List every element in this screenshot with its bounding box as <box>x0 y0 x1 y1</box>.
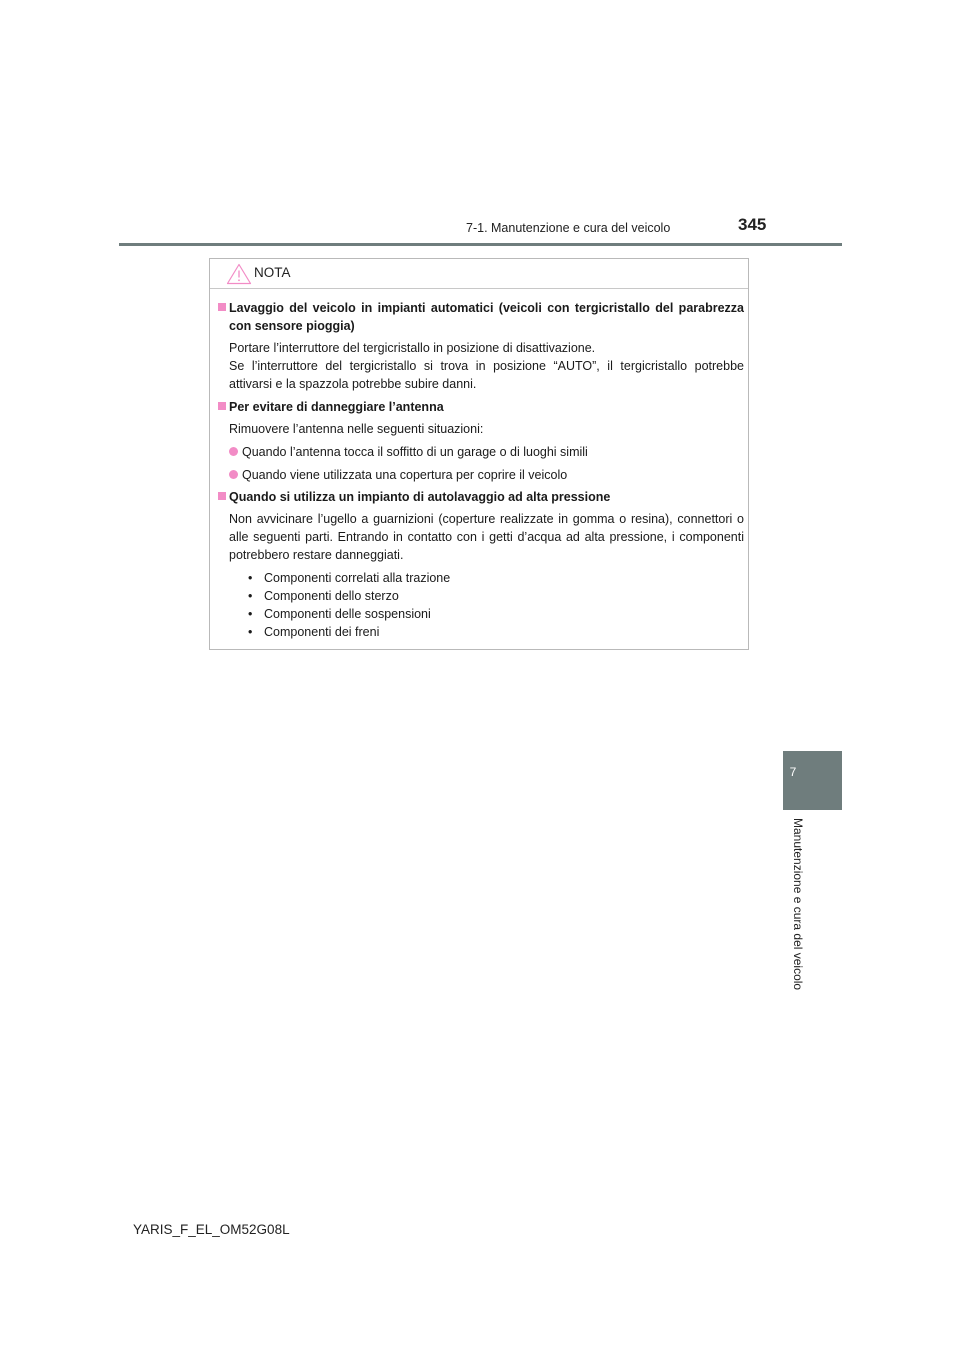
paragraph: Portare l’interruttore del tergicristallo in posizione di disattivazione. <box>229 341 596 355</box>
square-bullet-icon <box>218 303 226 311</box>
note-box <box>209 258 749 650</box>
section-title-text: Quando si utilizza un impianto di autolavaggio ad alta pressione <box>229 490 611 504</box>
note-title: NOTA <box>254 265 291 280</box>
note-header <box>210 259 748 289</box>
circle-bullet-icon <box>229 470 238 479</box>
square-bullet-icon <box>218 492 226 500</box>
header-rule <box>119 243 842 246</box>
chapter-caption-text: Manutenzione e cura del veicolo <box>791 818 805 991</box>
sub-list-item: • Componenti delle sospensioni <box>248 605 744 623</box>
section-title-text: Lavaggio del veicolo in impianti automatici (veicoli con tergicristallo del parabrezza con sensore pioggia) <box>229 301 744 333</box>
paragraph: Non avvicinare l’ugello a guarnizioni (coperture realizzate in gomma o resina), connettori o alle seguenti parti. Entrando in contatto con i getti d’acqua ad alta pressione, i componenti potrebbero restare danneggiati. <box>229 512 744 562</box>
section-title <box>218 398 744 416</box>
page-number: 345 <box>738 215 767 234</box>
chapter-number: 7 <box>789 765 797 779</box>
list-item <box>218 466 744 484</box>
list-item-text: Quando viene utilizzata una copertura per coprire il veicolo <box>242 468 568 482</box>
sub-list-item: • Componenti correlati alla trazione <box>248 569 744 587</box>
section-header: 7-1. Manutenzione e cura del veicolo <box>466 221 671 235</box>
chapter-caption <box>791 818 805 1008</box>
sub-list <box>218 569 744 641</box>
paragraph: Se l’interruttore del tergicristallo si trova in posizione “AUTO”, il tergicristallo potrebbe attivarsi e la spazzola potrebbe subire danni. <box>229 359 744 391</box>
sub-list-item: • Componenti dello sterzo <box>248 587 744 605</box>
sub-list-item: • Componenti dei freni <box>248 623 744 641</box>
paragraph: Rimuovere l’antenna nelle seguenti situazioni: <box>229 422 484 436</box>
section-title <box>218 299 744 335</box>
list-item <box>218 443 744 461</box>
list-item-text: Quando l’antenna tocca il soffitto di un garage o di luoghi simili <box>242 445 588 459</box>
warning-triangle-icon <box>226 263 252 285</box>
section-title-text: Per evitare di danneggiare l’antenna <box>229 400 444 414</box>
section-title <box>218 488 744 506</box>
note-body <box>218 299 744 641</box>
chapter-tab <box>783 751 842 810</box>
footer-code: YARIS_F_EL_OM52G08L <box>133 1222 290 1237</box>
square-bullet-icon <box>218 402 226 410</box>
circle-bullet-icon <box>229 447 238 456</box>
